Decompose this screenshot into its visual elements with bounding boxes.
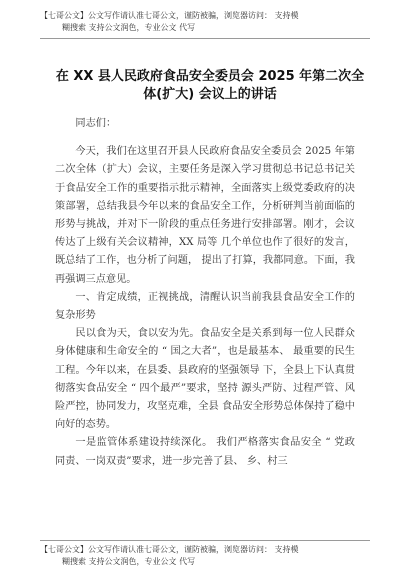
footer-divider [40, 540, 370, 541]
page-header [40, 10, 380, 34]
header-line-1: 【七哥公文】公文写作请认准七哥公文，谨防被骗，浏览器访问： 支持模 [40, 11, 299, 20]
section-heading: 一、肯定成绩，正视挑战，清醒认识当前我县食品安全工作的复杂形势 [55, 291, 355, 322]
document-body [55, 115, 355, 471]
header-divider [40, 38, 370, 39]
document-title: 在 XX 县人民政府食品安全委员会 2025 年第二次全体(扩大) 会议上的讲话 [55, 69, 365, 102]
header-line-2: 糊搜索 支持公文润色，专业公文 代写 [62, 23, 196, 32]
greeting: 同志们： [75, 118, 117, 129]
footer-line-2: 糊搜索 支持公文润色，专业公文 代写 [62, 557, 196, 566]
footer-line-1: 【七哥公文】公文写作请认准七哥公文，谨防被骗，浏览器访问： 支持模 [40, 545, 299, 554]
paragraph-situation: 民以食为天，食以安为先。食品安全是关系到每一位人民群众身体健康和生命安全的 “ 国之大者”，也是最基本、 最重要的民生工程。今年以来，在县委、县政府的坚强领导 下，全县上下认真贯彻落实食品安全 “ 四个最严”要求，坚持 源头严防、过程严管、风险严控，协同发力，攻坚克难，全县 食品安全形势总体保持了稳中向好的态势。 [55, 328, 355, 431]
paragraph-supervision: 一是监管体系建设持续深化。 我们严格落实食品安全 “ 党政同责、一岗双责”要求，进一步完善了县、 乡、村三 [55, 437, 355, 467]
page-footer [40, 544, 380, 568]
paragraph-intro: 今天，我们在这里召开县人民政府食品安全委员会 2025 年第二次全体（扩大）会议，主要任务是深入学习贯彻总书记总书记关于食品安全工作的重要指示批示精神，全面落实上级党委政府的决策部署，总结我县今年以来的食品安全工作，分析研判当前面临的形势与挑战，并对下一阶段的重点任务进行安排部署。刚才，会议传达了上级有关会议精神，XX 局等 几个单位也作了很好的发言，既总结了工作，也分析了问题， 提出了打算，我都同意。下面，我再强调三点意见。 [55, 146, 355, 285]
